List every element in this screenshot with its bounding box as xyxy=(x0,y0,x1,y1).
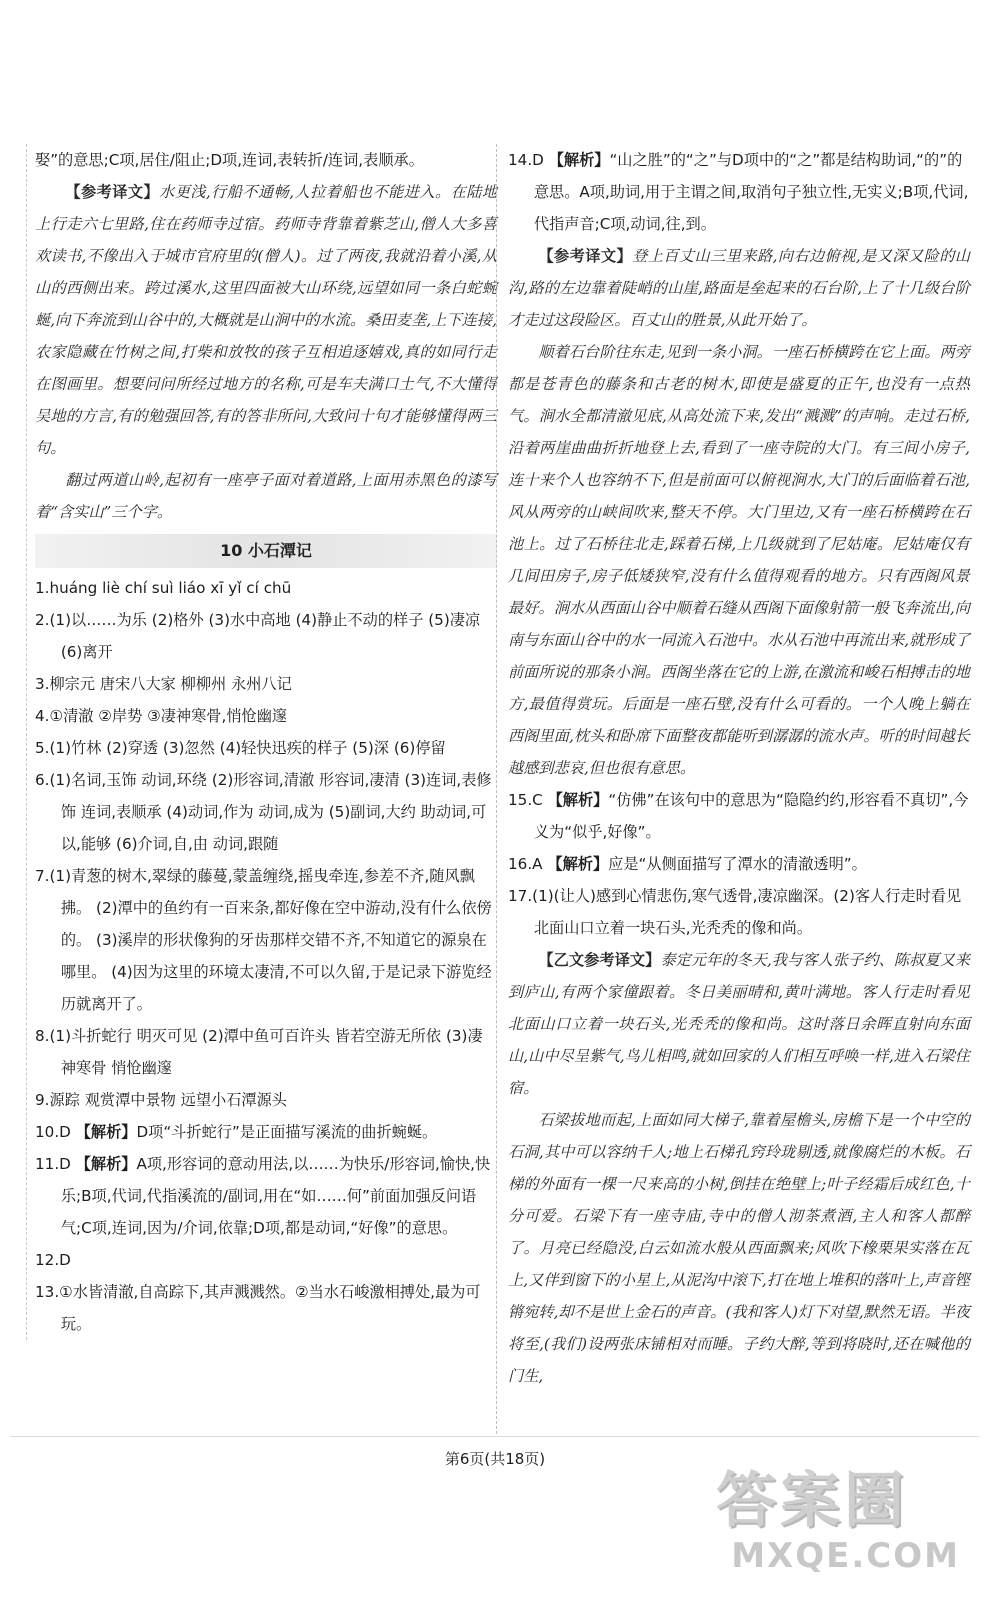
reference-translation-3b: 石梁拔地而起,上面如同大梯子,靠着屋檐头,房檐下是一个中空的石洞,其中可以容纳千人;地上石梯孔窍玲珑剔透,就像腐烂的木板。石梯的外面有一棵一尺来高的小树,倒挂在绝壁上;叶子经霜后成红色,十分可爱。石梁下有一座寺庙,寺中的僧人沏茶煮酒,主人和客人都醉了。月亮已经隐没,白云如流水般从西面飘来;风吹下橡栗果实落在瓦上,又伴到窗下的小星上,从泥沟中滚下,打在地上堆积的落叶上,声音铿锵宛转,却不是世上金石的声音。(我和客人)灯下对望,默然无语。半夜将至,(我们)设两张床铺相对而睡。子约大醉,等到将晓时,还在喊他的门生, xyxy=(508,1111,970,1385)
analysis-tag: 【解析】 xyxy=(548,151,610,169)
answer-16 xyxy=(508,848,970,880)
column-divider xyxy=(496,144,497,1434)
reference-translation-2b: 顺着石台阶往东走,见到一条小洞。一座石桥横跨在它上面。两旁都是苍青色的藤条和古老的树木,即使是盛夏的正午,也没有一点热气。涧水全都清澈见底,从高处流下来,发出“溅溅”的声响。走过石桥,沿着两崖曲曲折折地登上去,看到了一座寺院的大门。有三间小房子,连十来个人也容纳不下,但是前面可以俯视涧水,大门的后面临着石池,风从两旁的山峡间吹来,整天不停。大门里边,又有一座石桥横跨在石池上。过了石桥往北走,踩着石梯,上几级就到了尼姑庵。尼姑庵仅有几间田房子,房子低矮狭窄,没有什么值得观看的地方。只有西阁风景最好。涧水从西面山谷中顺着石缝从西阁下面像射箭一般飞奔流出,向南与东面山谷中的水一同流入石池中。水从石池中再流出来,就形成了前面所说的那条小涧。西阁坐落在它的上游,在激流和峻石相搏击的地方,最值得赏玩。后面是一座石壁,没有什么可看的。一个人晚上躺在西阁里面,枕头和卧席下面整夜都能听到潺潺的流水声。听的时间越长越感到悲哀,但也很有意思。 xyxy=(508,343,970,777)
answer-1: 1.huáng liè chí suì liáo xī yǐ cí chū xyxy=(35,579,292,597)
analysis-text: “山之胜”的“之”与D项中的“之”都是结构助词,“的”的意思。A项,助词,用于主谓之间,取消句子独立性,无实义;B项,代词,代指声音;C项,动词,往,到。 xyxy=(533,151,969,233)
answer-14 xyxy=(508,144,970,240)
reference-translation-1 xyxy=(35,176,497,464)
page-footer: 第6页(共18页) xyxy=(444,1450,546,1468)
analysis-text: D项“斗折蛇行”是正面描写溪流的曲折蜿蜒。 xyxy=(136,1123,438,1141)
translation-tag: 【乙文参考译文】 xyxy=(538,951,661,969)
left-column xyxy=(26,144,497,1340)
answer-7: 7.(1)青葱的树木,翠绿的藤蔓,蒙盖缠绕,摇曳牵连,参差不齐,随风飘拂。 (2)潭中的鱼约有一百来条,都好像在空中游动,没有什么依傍的。 (3)溪岸的形状像狗的牙齿那样交错不齐,不知道它的源泉在哪里。 (4)因为这里的环境太凄清,不可以久留,于是记录下游览经历就离开了。 xyxy=(35,867,492,1013)
analysis-tag: 【解析】 xyxy=(547,791,609,809)
right-column xyxy=(508,144,970,1392)
answer-3: 3.柳宗元 唐宋八大家 柳柳州 永州八记 xyxy=(35,675,292,693)
translation-text: 登上百丈山三里来路,向右边俯视,是又深又险的山沟,路的左边靠着陡峭的山崖,路面是垒起来的石台阶,上了十几级台阶才走过这段险区。百丈山的胜景,从此开始了。 xyxy=(508,247,971,329)
reference-translation-2 xyxy=(508,240,970,336)
translation-text: 泰定元年的冬天,我与客人张子约、陈叔夏又来到庐山,有两个家僮跟着。冬日美丽晴和,黄叶满地。客人行走时看见北面山口立着一块石头,光秃秃的像和尚。这时落日余晖直射向东面山,山中尽呈紫气,鸟儿相鸣,就如回家的人们相互呼唤一样,进入石梁住宿。 xyxy=(508,951,970,1097)
analysis-tag: 【解析】 xyxy=(75,1123,137,1141)
translation-tag: 【参考译文】 xyxy=(538,247,633,265)
reference-translation-1b: 翻过两道山岭,起初有一座亭子面对着道路,上面用赤黑色的漆写着“含实山”三个字。 xyxy=(35,471,497,521)
watermark-url: MXQE.COM xyxy=(731,1536,960,1576)
answer-11 xyxy=(35,1148,497,1244)
translation-tag: 【参考译文】 xyxy=(65,183,160,201)
answer-4: 4.①清澈 ②岸势 ③凄神寒骨,悄怆幽邃 xyxy=(35,707,288,725)
watermark-logo-text: 答案圈 xyxy=(716,1466,908,1536)
analysis-text: A项,形容词的意动用法,以……为快乐/形容词,愉快,快乐;B项,代词,代指溪流的/副词,用在“如……何”前面加强反问语气;C项,连词,因为/介词,依靠;D项,都是动词,“好像”的意思。 xyxy=(60,1155,491,1237)
answer-13: 13.①水皆清澈,自高踪下,其声溅溅然。②当水石峻激相搏处,最为可玩。 xyxy=(35,1283,481,1333)
answer-5: 5.(1)竹林 (2)穿透 (3)忽然 (4)轻快迅疾的样子 (5)深 (6)停留 xyxy=(35,739,446,757)
answer-2: 2.(1)以……为乐 (2)格外 (3)水中高地 (4)静止不动的样子 (5)凄凉 (6)离开 xyxy=(35,611,481,661)
site-watermark xyxy=(716,1466,966,1586)
translation-text: 水更浅,行船不通畅,人拉着船也不能进入。在陆地上行走六七里路,住在药师寺过宿。药师寺背靠着紫芝山,僧人大多喜欢读书,不像出入于城市官府里的(僧人)。过了两夜,我就沿着小溪,从山的西侧出来。跨过溪水,这里四面被大山环绕,远望如同一条白蛇蜿蜒,向下奔流到山谷中的,大概就是山涧中的水流。桑田麦垄,上下连接,农家隐藏在竹树之间,打柴和放牧的孩子互相追逐嬉戏,真的如同行走在图画里。想要问问所经过地方的名称,可是车夫满口土气,不大懂得吴地的方言,有的勉强回答,有的答非所问,大致问十句才能够懂得两三句。 xyxy=(35,183,498,457)
reference-translation-3 xyxy=(508,944,970,1104)
answer-9: 9.源踪 观赏潭中景物 远望小石潭源头 xyxy=(35,1091,287,1109)
analysis-text: “仿佛”在该句中的意思为“隐隐约约,形容看不真切”,今义为“似乎,好像”。 xyxy=(533,791,969,841)
question-number: 10.D xyxy=(35,1123,71,1141)
question-number: 15.C xyxy=(508,791,543,809)
analysis-tag: 【解析】 xyxy=(547,855,609,873)
answer-8: 8.(1)斗折蛇行 明灭可见 (2)潭中鱼可百许头 皆若空游无所依 (3)凄神寒骨 悄怆幽邃 xyxy=(35,1027,483,1077)
answer-10 xyxy=(35,1116,497,1148)
answer-6: 6.(1)名词,玉饰 动词,环绕 (2)形容词,清澈 形容词,凄清 (3)连词,表修饰 连词,表顺承 (4)动词,作为 动词,成为 (5)副词,大约 助动词,可以,能够 (6)介词,自,由 动词,跟随 xyxy=(35,771,492,853)
answer-15 xyxy=(508,784,970,848)
question-number: 16.A xyxy=(508,855,543,873)
continued-answer: 娶”的意思;C项,居住/阻止;D项,连词,表转折/连词,表顺承。 xyxy=(35,151,424,169)
question-number: 14.D xyxy=(508,151,544,169)
footer-rule xyxy=(10,1436,980,1437)
answer-12: 12.D xyxy=(35,1251,71,1269)
answer-17: 17.(1)(让人)感到心情悲伤,寒气透骨,凄凉幽深。(2)客人行走时看见北面山口立着一块石头,光秃秃的像和尚。 xyxy=(508,887,962,937)
section-title: 10 小石潭记 xyxy=(35,534,497,568)
question-number: 11.D xyxy=(35,1155,71,1173)
analysis-text: 应是“从侧面描写了潭水的清澈透明”。 xyxy=(608,855,867,873)
analysis-tag: 【解析】 xyxy=(75,1155,137,1173)
